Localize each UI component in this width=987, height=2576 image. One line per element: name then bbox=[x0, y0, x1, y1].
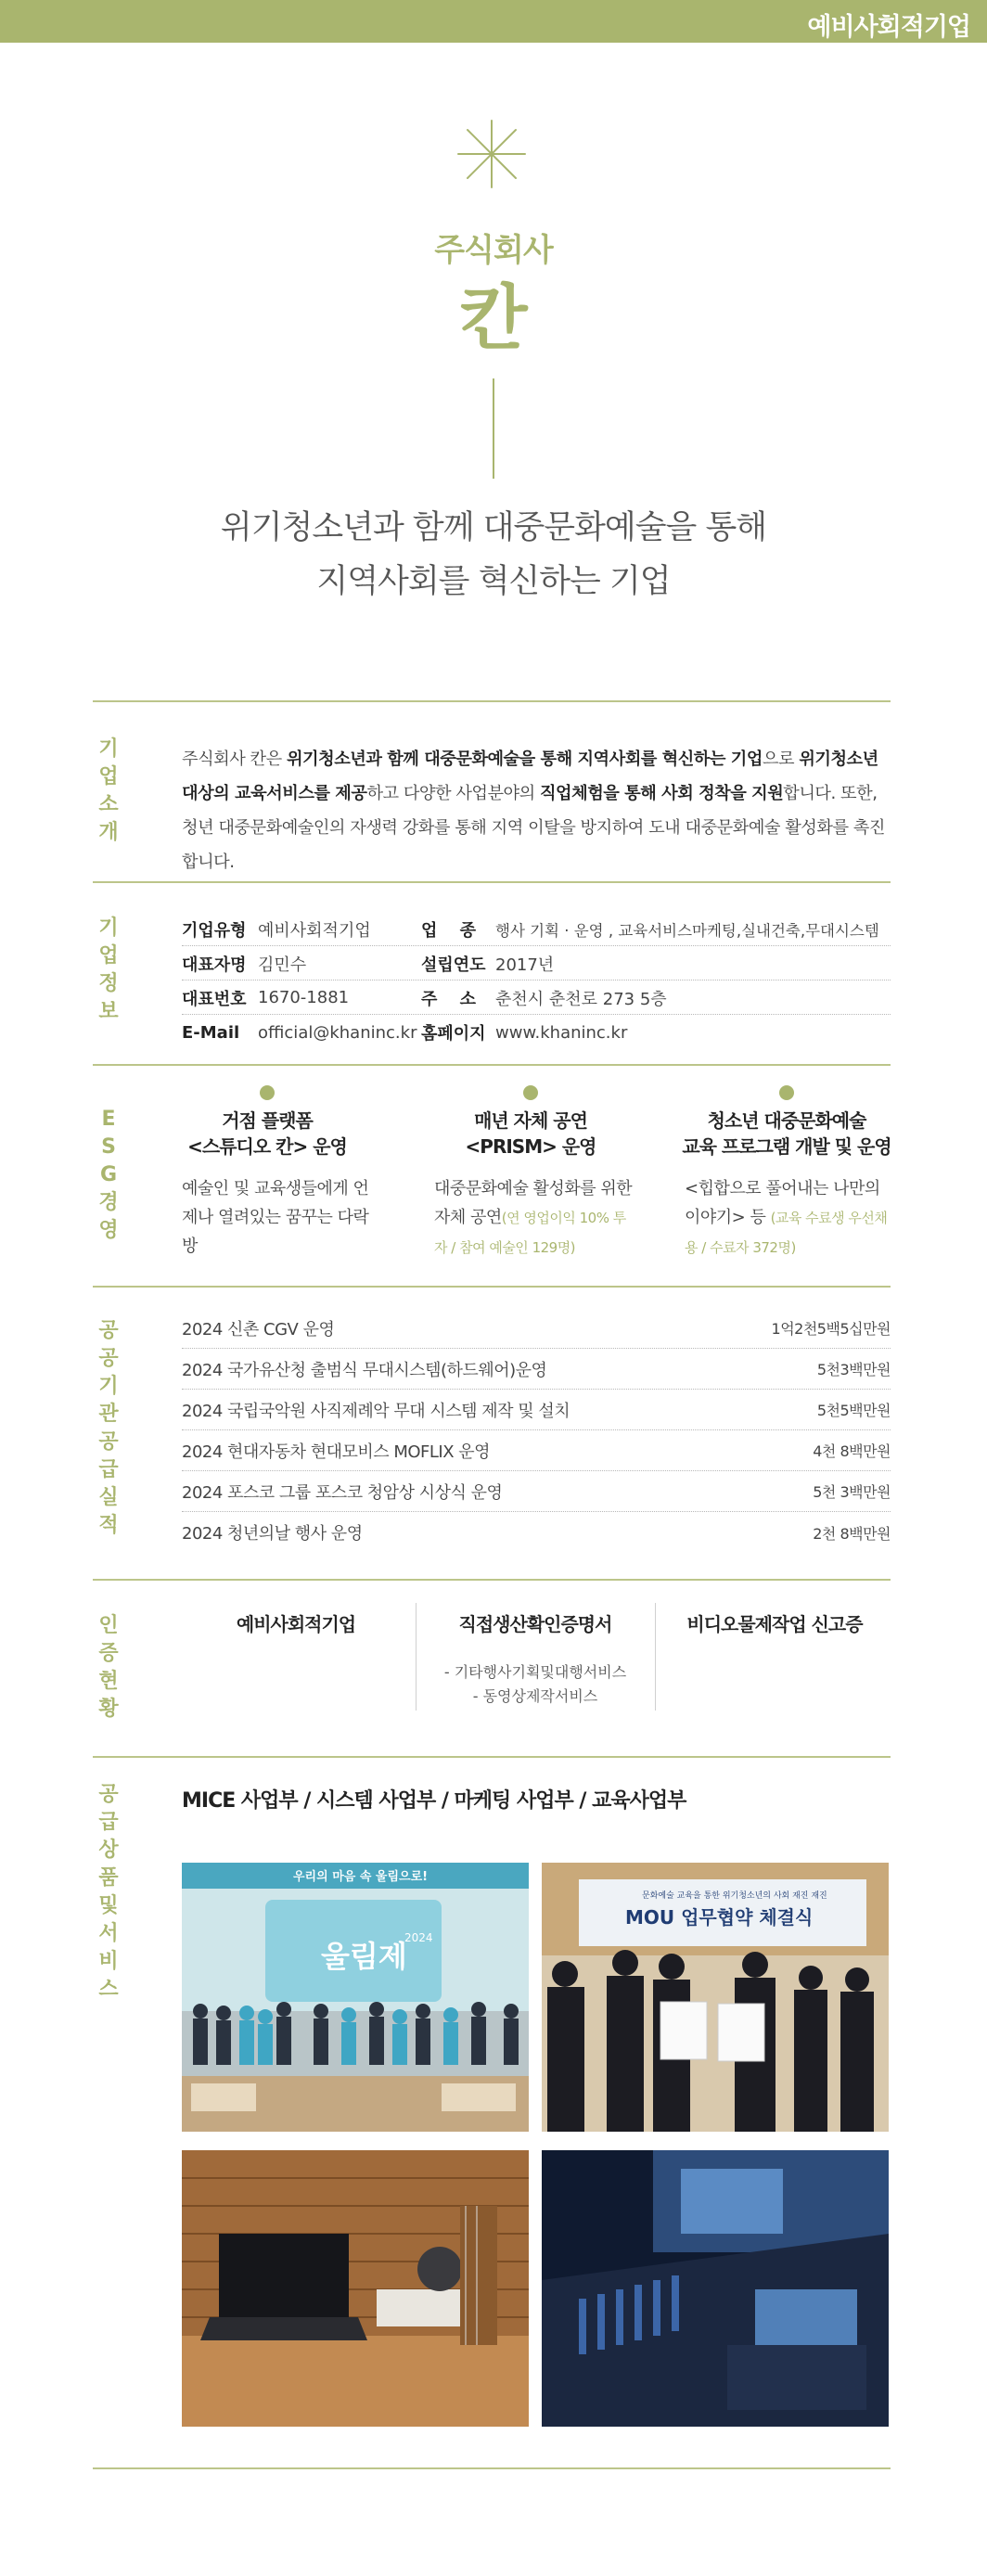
certification-item: 직접생산확인증명서 - 기타행사기획및대행서비스 - 동영상제작서비스 bbox=[443, 1613, 627, 1705]
company-intro-text: 주식회사 칸은 위기청소년과 함께 대중문화예술을 통해 지역사회를 혁신하는 기업으로 위기청소년 대상의 교육서비스를 제공하고 다양한 사업분야의 직업체험을 통해 사회 정착을 지원합니다. 또한, 청년 대중문화예술인의 자생력 강화를 통해 지역 이탈을 방지하여 도내 대중문화예술 활성화를 촉진합니다. bbox=[182, 750, 885, 872]
esg-item bbox=[419, 1085, 642, 1262]
mou-banner-small: 문화예술 교육을 통한 위기청소년의 사회 재진 재진 bbox=[642, 1891, 827, 1901]
section-divider bbox=[93, 1064, 891, 1066]
info-row: E-Mail official@khaninc.kr 홈페이지 www.khaninc.kr bbox=[182, 1022, 628, 1044]
performance-row: 2024 포스코 그룹 포스코 청암상 시상식 운영 5천 3백만원 bbox=[182, 1471, 891, 1512]
bullet-dot-icon bbox=[779, 1085, 794, 1100]
festival-year: 2024 bbox=[404, 1931, 433, 1944]
company-prefix: 주식회사 bbox=[434, 232, 553, 269]
section-label-performance: 공 공 기 관 공 급 실 적 bbox=[98, 1319, 119, 1537]
enterprise-type-tag: 예비사회적기업 bbox=[807, 13, 970, 42]
section-label-certification: 인 증 현 황 bbox=[98, 1614, 119, 1721]
section-divider bbox=[93, 1286, 891, 1288]
banner-text: 우리의 마음 속 울림으로! bbox=[293, 1870, 429, 1884]
festival-title: 울림제 bbox=[321, 1939, 407, 1974]
section-divider bbox=[93, 700, 891, 702]
services-heading: MICE 사업부 / 시스템 사업부 / 마케팅 사업부 / 교육사업부 bbox=[182, 1789, 686, 1813]
esg-description: <힙합으로 풀어내는 나만의 이야기> 등 (교육 수료생 우선채용 / 수료자 372명) bbox=[685, 1179, 888, 1256]
slogan bbox=[0, 501, 987, 609]
esg-title: 거점 플랫폼 <스튜디오 칸> 운영 bbox=[187, 1109, 347, 1158]
mixing-console-photo bbox=[542, 2150, 889, 2427]
bullet-dot-icon bbox=[260, 1085, 275, 1100]
performance-row: 2024 국가유산청 출범식 무대시스템(하드웨어)운영 5천3백만원 bbox=[182, 1349, 891, 1390]
info-row: 대표번호 1670-1881 주 소 춘천시 춘천로 273 5층 bbox=[182, 981, 891, 1015]
esg-title: 매년 자체 공연 <PRISM> 운영 bbox=[465, 1109, 596, 1158]
bullet-dot-icon bbox=[523, 1085, 538, 1100]
festival-group-photo bbox=[182, 1863, 529, 2132]
section-label-intro: 기 업 소 개 bbox=[98, 737, 119, 844]
performance-row: 2024 현대자동차 현대모비스 MOFLIX 운영 4천 8백만원 bbox=[182, 1430, 891, 1471]
esg-item bbox=[156, 1085, 378, 1261]
esg-description: 대중문화예술 활성화를 위한 자체 공연(연 영업이익 10% 투자 / 참여 예술인 129명) bbox=[434, 1179, 633, 1256]
certification-item: 비디오물제작업 신고증 bbox=[686, 1613, 863, 1635]
section-label-esg: E S G 경 영 bbox=[98, 1108, 119, 1242]
section-divider bbox=[93, 2467, 891, 2469]
info-row: 기업유형 예비사회적기업 업 종 행사 기획 · 운영 , 교육서비스마케팅,실내건축,무대시스템 bbox=[182, 913, 891, 946]
company-name: 칸 bbox=[459, 276, 528, 359]
certification-item: 예비사회적기업 bbox=[236, 1613, 356, 1635]
esg-description: 예술인 및 교육생들에게 언제나 열려있는 꿈꾸는 다락방 bbox=[182, 1179, 369, 1256]
vertical-divider bbox=[493, 378, 494, 479]
section-label-info: 기 업 정 보 bbox=[98, 916, 119, 1023]
section-divider bbox=[93, 1756, 891, 1758]
info-row: 대표자명 김민수 설립연도 2017년 bbox=[182, 947, 891, 980]
mou-signing-photo bbox=[542, 1863, 889, 2132]
esg-item bbox=[675, 1085, 898, 1262]
performance-row: 2024 국립국악원 사직제례악 무대 시스템 제작 및 설치 5천5백만원 bbox=[182, 1390, 891, 1430]
performance-row: 2024 신촌 CGV 운영 1억2천5백5십만원 bbox=[182, 1308, 891, 1349]
slogan-line-2: 지역사회를 혁신하는 기업 bbox=[316, 563, 671, 600]
slogan-line-1: 위기청소년과 함께 대중문화예술을 통해 bbox=[220, 509, 767, 546]
section-divider bbox=[93, 1579, 891, 1581]
top-bar bbox=[0, 0, 987, 43]
studio-equipment-photo bbox=[182, 2150, 529, 2427]
asterisk-icon bbox=[455, 117, 529, 191]
section-label-services: 공 급 상 품 및 서 비 스 bbox=[98, 1783, 119, 2001]
performance-row: 2024 청년의날 행사 운영 2천 8백만원 bbox=[182, 1524, 891, 1544]
esg-title: 청소년 대중문화예술 교육 프로그램 개발 및 운영 bbox=[682, 1109, 891, 1158]
mou-banner-title: MOU 업무협약 체결식 bbox=[625, 1906, 814, 1929]
section-divider bbox=[93, 881, 891, 883]
